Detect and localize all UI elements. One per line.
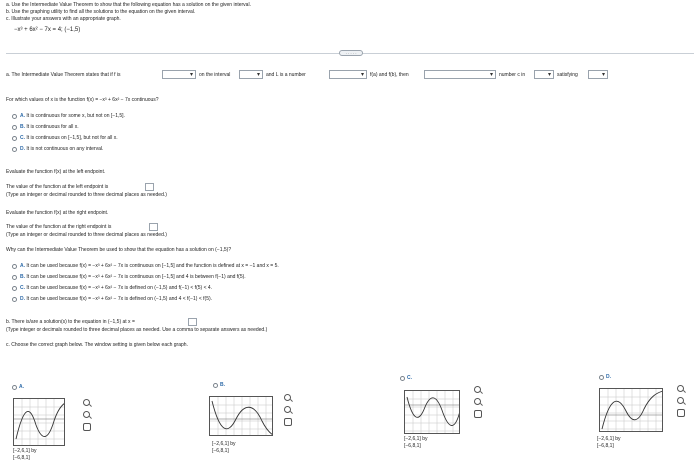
right-eval-prompt: The value of the function at the right endpoint is (6, 224, 112, 230)
graph-option-c-label: C. (407, 375, 412, 381)
graph-c-window-x: [−2,6,1] by (404, 436, 428, 442)
graph-radio-b[interactable] (213, 383, 218, 388)
graph-option-d-label: D. (606, 374, 611, 380)
ivt-text-6: satisfying (557, 72, 578, 78)
zoom-in-icon[interactable] (83, 399, 90, 406)
chevron-down-icon: ▾ (360, 72, 364, 78)
chevron-down-icon: ▾ (489, 72, 493, 78)
zoom-out-icon[interactable] (677, 397, 684, 404)
problem-line-a: a. Use the Intermediate Value Theorem to show that the following equation has a solution on the given interval. (6, 2, 251, 8)
ivt-text-5: number c in (499, 72, 526, 78)
chevron-down-icon: ▾ (547, 72, 551, 78)
graph-a (13, 398, 65, 446)
ivt-dropdown-5[interactable] (534, 70, 554, 79)
why-radio-d[interactable] (12, 297, 17, 302)
zoom-out-icon[interactable] (474, 398, 481, 405)
why-radio-b[interactable] (12, 275, 17, 280)
solutions-input[interactable] (188, 318, 197, 326)
zoom-in-icon[interactable] (677, 385, 684, 392)
why-question: Why can the Intermediate Value Theorem be used to show that the equation has a solution on (−1,5)? (6, 247, 232, 253)
ivt-dropdown-3[interactable] (329, 70, 367, 79)
continuity-option-a[interactable]: A. It is continuous for some x, but not on [−1,5]. (20, 113, 125, 119)
graph-a-window-y: [−6,8,1] (13, 455, 30, 461)
continuity-option-d[interactable]: D. It is not continuous on any interval. (20, 146, 104, 152)
left-eval-prompt: The value of the function at the left endpoint is (6, 184, 109, 190)
why-option-a[interactable]: A. It can be used because f(x) = −x³ + 6x² − 7x is continuous on [−1,5] and the function is defined at x = −1 and x = 5. (20, 263, 279, 269)
graph-b (209, 396, 273, 436)
graph-c-plot (405, 391, 460, 434)
external-link-icon[interactable] (474, 410, 482, 418)
graph-d (599, 388, 663, 432)
ivt-text-4: f(a) and f(b), then (370, 72, 409, 78)
chevron-down-icon: ▾ (601, 72, 605, 78)
graph-b-plot (210, 397, 273, 436)
left-eval-hint: (Type an integer or decimal rounded to three decimal places as needed.) (6, 192, 167, 198)
graph-option-a-label: A. (19, 384, 24, 390)
part-b-prompt: b. There is/are a solution(s) to the equation in (−1,5) at x = (6, 319, 135, 325)
problem-line-b: b. Use the graphing utility to find all the solutions to the equation on the given interval. (6, 9, 196, 15)
right-eval-heading: Evaluate the function f(x) at the right endpoint. (6, 210, 109, 216)
continuity-question: For which values of x is the function f(x) = −x³ + 6x² − 7x continuous? (6, 97, 159, 103)
problem-equation: −x³ + 6x² − 7x = 4; (−1,5) (14, 27, 81, 33)
graph-a-plot (14, 399, 65, 446)
graph-c (404, 390, 460, 434)
continuity-option-b[interactable]: B. It is continuous for all x. (20, 124, 79, 130)
continuity-radio-a[interactable] (12, 114, 17, 119)
ivt-dropdown-4[interactable] (424, 70, 496, 79)
zoom-out-icon[interactable] (284, 406, 291, 413)
chevron-down-icon: ▾ (256, 72, 260, 78)
ivt-text-3: and L is a number (266, 72, 306, 78)
part-c-prompt: c. Choose the correct graph below. The window setting is given below each graph. (6, 342, 188, 348)
left-endpoint-input[interactable] (145, 183, 154, 191)
continuity-radio-c[interactable] (12, 136, 17, 141)
why-option-b[interactable]: B. It can be used because f(x) = −x³ + 6x² − 7x is continuous on [−1,5] and 4 is between f(−1) and f(5). (20, 274, 246, 280)
why-option-d[interactable]: D. It can be used because f(x) = −x³ + 6x² − 7x is defined on (−1,5) and 4 < f(−1) < f(5). (20, 296, 213, 302)
ivt-text-1: a. The Intermediate Value Theorem states that if f is (6, 72, 121, 78)
graph-radio-c[interactable] (400, 376, 405, 381)
graph-radio-a[interactable] (12, 385, 17, 390)
graph-d-plot (600, 389, 663, 432)
zoom-in-icon[interactable] (474, 386, 481, 393)
part-b-hint: (Type integer or decimals rounded to three decimal places as needed. Use a comma to separate answers as needed.) (6, 327, 268, 333)
external-link-icon[interactable] (83, 423, 91, 431)
right-endpoint-input[interactable] (149, 223, 158, 231)
ivt-dropdown-2[interactable] (239, 70, 263, 79)
ivt-dropdown-6[interactable] (588, 70, 608, 79)
continuity-radio-d[interactable] (12, 147, 17, 152)
zoom-out-icon[interactable] (83, 411, 90, 418)
zoom-in-icon[interactable] (284, 394, 291, 401)
problem-line-c: c. Illustrate your answers with an appropriate graph. (6, 16, 121, 22)
graph-c-window-y: [−6,8,1] (404, 443, 421, 449)
continuity-option-c[interactable]: C. It is continuous on [−1,5], but not for all x. (20, 135, 118, 141)
continuity-radio-b[interactable] (12, 125, 17, 130)
ivt-dropdown-1[interactable] (162, 70, 196, 79)
more-button[interactable]: · · · · · (339, 50, 363, 56)
graph-d-window-y: [−6,8,1] (597, 443, 614, 449)
chevron-down-icon: ▾ (189, 72, 193, 78)
left-eval-heading: Evaluate the function f(x) at the left endpoint. (6, 169, 106, 175)
graph-d-window-x: [−2,6,1] by (597, 436, 621, 442)
graph-b-window-y: [−6,8,1] (212, 448, 229, 454)
graph-a-window-x: [−2,6,1] by (13, 448, 37, 454)
graph-option-b-label: B. (220, 382, 225, 388)
external-link-icon[interactable] (677, 409, 685, 417)
graph-b-window-x: [−2,6,1] by (212, 441, 236, 447)
right-eval-hint: (Type an integer or decimal rounded to three decimal places as needed.) (6, 232, 167, 238)
graph-radio-d[interactable] (599, 375, 604, 380)
why-option-c[interactable]: C. It can be used because f(x) = −x³ + 6x² − 7x is defined on (−1,5) and f(−1) < f(5) < 4. (20, 285, 213, 291)
external-link-icon[interactable] (284, 418, 292, 426)
ivt-text-2: on the interval (199, 72, 231, 78)
why-radio-c[interactable] (12, 286, 17, 291)
why-radio-a[interactable] (12, 264, 17, 269)
